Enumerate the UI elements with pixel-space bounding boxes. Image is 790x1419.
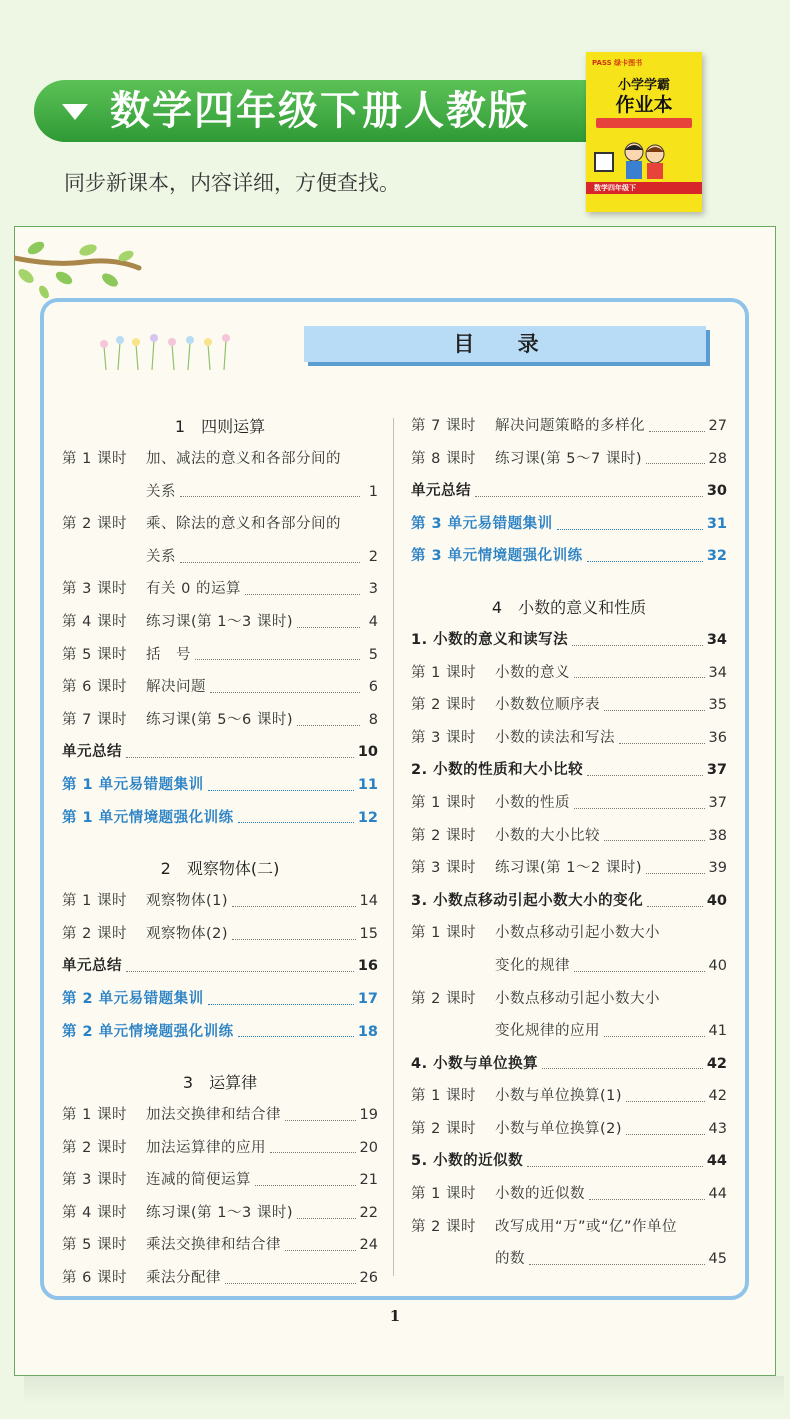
page-ref: 36 (708, 729, 727, 746)
cover-band (596, 118, 692, 128)
toc-entry[interactable] (411, 1113, 727, 1146)
page-ref: 3 (368, 581, 378, 598)
page-title: 数学四年级下册人教版 (110, 88, 530, 134)
dot-leader (574, 971, 705, 972)
entry-title: 小数的大小比较 (495, 827, 600, 844)
toc-header (304, 326, 706, 362)
entry-title: 练习课(第 5～7 课时) (495, 450, 642, 467)
dot-leader (626, 1101, 705, 1102)
entry-title: 加法交换律和结合律 (146, 1107, 281, 1124)
dot-leader (527, 1166, 703, 1167)
toc-entry[interactable] (411, 1211, 727, 1244)
card-shadow (24, 1376, 784, 1404)
entry-title: 第 2 单元易错题集训 (62, 990, 204, 1007)
page-ref: 39 (708, 860, 727, 877)
toc-entry[interactable] (62, 769, 378, 802)
entry-title: 乘、除法的意义和各部分间的 (146, 516, 341, 533)
page-subtitle: 同步新课本，内容详细，方便查找。 (64, 171, 400, 195)
dot-leader (649, 431, 705, 432)
toc-entry[interactable] (62, 1164, 378, 1197)
entry-title: 练习课(第 1～3 课时) (146, 613, 293, 630)
entry-title: 括 号 (146, 646, 191, 663)
entry-title: 2. 小数的性质和大小比较 (411, 762, 584, 779)
toc-entry[interactable] (411, 852, 727, 885)
page-ref: 35 (708, 697, 727, 714)
page-ref: 2 (368, 548, 378, 565)
toc-entry[interactable] (62, 606, 378, 639)
lesson-label: 第 7 课时 (62, 711, 127, 728)
page-ref: 12 (357, 809, 378, 826)
dot-leader (208, 1004, 354, 1005)
toc-entry[interactable] (62, 671, 378, 704)
qr-code-icon (594, 152, 614, 172)
toc-entry-continuation[interactable] (411, 1015, 727, 1048)
entry-title: 加法运算律的应用 (146, 1139, 266, 1156)
entry-title: 3. 小数点移动引起小数大小的变化 (411, 892, 644, 909)
lesson-label: 第 1 课时 (411, 664, 476, 681)
toc-entry[interactable] (62, 704, 378, 737)
lesson-label: 第 1 课时 (411, 1186, 476, 1203)
page-ref: 43 (708, 1120, 727, 1137)
page-ref: 21 (359, 1172, 378, 1189)
page-ref: 30 (706, 483, 727, 500)
entry-title-continuation: 变化规律的应用 (495, 1023, 600, 1040)
entry-title: 小数点移动引起小数大小 (495, 925, 660, 942)
toc-title: 目 录 (453, 332, 557, 356)
dot-leader (232, 939, 356, 940)
page-ref: 17 (357, 990, 378, 1007)
toc-left-column (62, 410, 378, 1295)
page-ref: 16 (357, 958, 378, 975)
toc-entry[interactable] (62, 639, 378, 672)
page-ref: 40 (708, 957, 727, 974)
toc-entry-continuation[interactable] (411, 950, 727, 983)
unit-heading: 3 运算律 (182, 1073, 258, 1093)
entry-title: 第 1 单元情境题强化训练 (62, 809, 234, 826)
entry-title: 第 1 单元易错题集训 (62, 776, 204, 793)
lesson-label: 第 1 课时 (411, 794, 476, 811)
lesson-label: 第 1 课时 (62, 893, 127, 910)
lesson-label: 第 2 课时 (411, 827, 476, 844)
toc-entry[interactable] (411, 410, 727, 443)
lesson-label: 第 1 课时 (411, 925, 476, 942)
dot-leader (647, 906, 703, 907)
page-ref: 10 (357, 744, 378, 761)
toc-entry[interactable] (62, 573, 378, 606)
page-number: 1 (389, 1307, 401, 1325)
dot-leader (572, 645, 703, 646)
dot-leader (646, 873, 705, 874)
lesson-label: 第 2 课时 (411, 990, 476, 1007)
lesson-label: 第 3 课时 (411, 729, 476, 746)
lesson-label: 第 1 课时 (62, 451, 127, 467)
toc-entry[interactable] (411, 624, 727, 657)
page-ref: 19 (359, 1107, 378, 1124)
dot-leader (285, 1120, 356, 1121)
entry-title: 第 2 单元情境题强化训练 (62, 1023, 234, 1040)
dot-leader (604, 1036, 705, 1037)
page-ref: 27 (708, 418, 727, 434)
dot-leader (297, 1218, 356, 1219)
toc-entry[interactable] (62, 950, 378, 983)
unit-heading: 4 小数的意义和性质 (491, 597, 647, 617)
dot-leader (270, 1152, 356, 1153)
lesson-label: 第 3 课时 (62, 581, 127, 598)
section-gap (62, 834, 378, 852)
entry-title: 单元总结 (62, 958, 122, 975)
unit-heading: 2 观察物体(二) (160, 859, 280, 879)
entry-title-continuation: 关系 (146, 483, 176, 500)
page-ref: 6 (368, 679, 378, 696)
toc-entry[interactable] (411, 657, 727, 690)
entry-title: 乘法交换律和结合律 (146, 1237, 281, 1254)
lesson-label: 第 2 课时 (411, 1120, 476, 1137)
toc-right-column (411, 410, 727, 1276)
dot-leader (587, 561, 703, 562)
toc-entry[interactable] (411, 722, 727, 755)
entry-title: 小数的近似数 (495, 1186, 585, 1203)
lesson-label: 第 2 课时 (62, 925, 127, 942)
lesson-label: 第 1 课时 (411, 1088, 476, 1105)
toc-entry[interactable] (62, 1099, 378, 1132)
toc-entry-continuation[interactable] (62, 541, 378, 574)
dot-leader (529, 1264, 705, 1265)
lesson-label: 第 1 课时 (62, 1107, 127, 1124)
page-ref: 22 (359, 1204, 378, 1221)
toc-entry[interactable] (62, 1016, 378, 1049)
toc-entry[interactable] (62, 443, 378, 476)
dot-leader (646, 463, 705, 464)
page-ref: 34 (708, 664, 727, 681)
toc-entry[interactable] (62, 508, 378, 541)
entry-title-continuation: 变化的规律 (495, 957, 570, 974)
dot-leader (589, 1199, 705, 1200)
dot-leader (574, 677, 705, 678)
lesson-label: 第 2 课时 (411, 1218, 476, 1235)
cartoon-kids-icon (618, 140, 670, 184)
toc-entry[interactable] (411, 917, 727, 950)
toc-entry[interactable] (62, 983, 378, 1016)
dot-leader (604, 840, 705, 841)
cover-title-line1: 小学学霸 (617, 78, 670, 93)
entry-title-continuation: 的数 (495, 1251, 525, 1268)
toc-entry[interactable] (411, 1178, 727, 1211)
lesson-label: 第 3 课时 (411, 860, 476, 877)
entry-title: 第 3 单元情境题强化训练 (411, 548, 583, 565)
page-ref: 45 (708, 1251, 727, 1268)
dot-leader (557, 529, 703, 530)
page-ref: 26 (359, 1270, 378, 1287)
dot-leader (626, 1134, 705, 1135)
toc-entry[interactable] (411, 443, 727, 476)
page-ref: 24 (359, 1237, 378, 1254)
page-ref: 40 (706, 892, 727, 909)
toc-entry[interactable] (62, 885, 378, 918)
toc-entry[interactable] (411, 787, 727, 820)
toc-entry[interactable] (411, 508, 727, 541)
entry-title: 练习课(第 5～6 课时) (146, 711, 293, 728)
toc-entry[interactable] (411, 1145, 727, 1178)
toc-entry[interactable] (411, 540, 727, 573)
toc-entry[interactable] (62, 1262, 378, 1295)
page-ref: 38 (708, 827, 727, 844)
dot-leader (210, 692, 360, 693)
page-ref: 4 (368, 613, 378, 630)
page-ref: 42 (706, 1055, 727, 1072)
entry-title: 第 3 单元易错题集训 (411, 515, 553, 532)
flowers-decoration-icon (96, 332, 244, 372)
dot-leader (238, 1036, 354, 1037)
unit-heading: 1 四则运算 (174, 417, 266, 436)
entry-title: 改写成用“万”或“亿”作单位 (495, 1218, 678, 1235)
page-ref: 44 (706, 1153, 727, 1170)
cover-brand: PASS 绿卡图书 (592, 59, 643, 67)
entry-title: 小数数位顺序表 (495, 697, 600, 714)
dot-leader (574, 808, 705, 809)
dot-leader (542, 1068, 703, 1069)
book-cover (586, 52, 702, 212)
dot-leader (255, 1185, 356, 1186)
toc-entry[interactable] (62, 802, 378, 835)
entry-title: 单元总结 (411, 483, 471, 500)
dot-leader (604, 710, 705, 711)
page-ref: 31 (706, 515, 727, 532)
toc-entry-continuation[interactable] (411, 1243, 727, 1276)
section-gap (411, 573, 727, 591)
entry-title: 有关 0 的运算 (146, 581, 241, 598)
dot-leader (180, 496, 360, 497)
entry-title: 观察物体(2) (146, 925, 229, 942)
page-ref: 37 (708, 794, 727, 811)
entry-title: 小数点移动引起小数大小 (495, 990, 660, 1007)
page-ref: 20 (359, 1139, 378, 1156)
page-ref: 34 (706, 631, 727, 648)
toc-entry[interactable] (62, 736, 378, 769)
dot-leader (619, 743, 705, 744)
dot-leader (297, 725, 360, 726)
toc-entry[interactable] (411, 1048, 727, 1081)
lesson-label: 第 6 课时 (62, 1270, 127, 1287)
entry-title: 4. 小数与单位换算 (411, 1055, 539, 1072)
entry-title: 解决问题 (146, 679, 206, 696)
dot-leader (180, 562, 360, 563)
entry-title-continuation: 关系 (146, 548, 176, 565)
tree-branch-icon (14, 236, 144, 302)
dot-leader (225, 1283, 356, 1284)
entry-title: 单元总结 (62, 744, 122, 761)
lesson-label: 第 2 课时 (411, 697, 476, 714)
toc-entry[interactable] (411, 475, 727, 508)
lesson-label: 第 3 课时 (62, 1172, 127, 1189)
page-ref: 28 (708, 450, 727, 467)
page-ref: 8 (368, 711, 378, 728)
toc-entry[interactable] (411, 820, 727, 853)
entry-title: 小数的意义 (495, 664, 570, 681)
dot-leader (285, 1250, 356, 1251)
toc-entry[interactable] (411, 689, 727, 722)
lesson-label: 第 4 课时 (62, 613, 127, 630)
toc-entry[interactable] (411, 1080, 727, 1113)
page-ref: 11 (357, 776, 378, 793)
entry-title: 加、减法的意义和各部分间的 (146, 451, 341, 467)
entry-title: 练习课(第 1～3 课时) (146, 1204, 293, 1221)
page-ref: 1 (368, 483, 378, 500)
page-ref: 44 (708, 1186, 727, 1203)
entry-title: 观察物体(1) (146, 893, 229, 910)
dot-leader (238, 822, 354, 823)
page-ref: 37 (706, 762, 727, 779)
toc-entry[interactable] (411, 885, 727, 918)
toc-entry[interactable] (411, 754, 727, 787)
page-ref: 32 (706, 548, 727, 565)
toc-entry[interactable] (62, 1132, 378, 1165)
entry-title: 练习课(第 1～2 课时) (495, 860, 642, 877)
toc-entry[interactable] (411, 983, 727, 1016)
dot-leader (232, 906, 356, 907)
page-ref: 15 (359, 925, 378, 942)
toc-entry[interactable] (62, 918, 378, 951)
lesson-label: 第 5 课时 (62, 1237, 127, 1254)
cover-title-line2: 作业本 (615, 94, 673, 116)
lesson-label: 第 4 课时 (62, 1204, 127, 1221)
toc-entry-continuation[interactable] (62, 476, 378, 509)
cover-grade-label: 数学四年级下 (594, 184, 636, 192)
dot-leader (126, 757, 354, 758)
entry-title: 小数的读法和写法 (495, 729, 615, 746)
lesson-label: 第 8 课时 (411, 450, 476, 467)
lesson-label: 第 2 课时 (62, 516, 127, 533)
dot-leader (475, 496, 703, 497)
entry-title: 乘法分配律 (146, 1270, 221, 1287)
section-gap (62, 1048, 378, 1066)
entry-title: 小数的性质 (495, 794, 570, 811)
lesson-label: 第 5 课时 (62, 646, 127, 663)
entry-title: 解决问题策略的多样化 (495, 418, 645, 434)
lesson-label: 第 6 课时 (62, 679, 127, 696)
lesson-label: 第 7 课时 (411, 418, 476, 434)
entry-title: 小数与单位换算(1) (495, 1088, 623, 1105)
dot-leader (208, 790, 354, 791)
entry-title: 5. 小数的近似数 (411, 1153, 524, 1170)
dot-leader (297, 627, 360, 628)
toc-entry[interactable] (62, 1197, 378, 1230)
triangle-down-icon (62, 104, 88, 120)
entry-title: 1. 小数的意义和读写法 (411, 631, 569, 648)
column-divider (393, 418, 394, 1276)
page-ref: 41 (708, 1023, 727, 1040)
page-ref: 5 (368, 646, 378, 663)
entry-title: 连减的简便运算 (146, 1172, 251, 1189)
dot-leader (195, 659, 360, 660)
dot-leader (587, 775, 703, 776)
page-ref: 14 (359, 893, 378, 910)
dot-leader (245, 594, 360, 595)
lesson-label: 第 2 课时 (62, 1139, 127, 1156)
toc-entry[interactable] (62, 1229, 378, 1262)
dot-leader (126, 971, 354, 972)
entry-title: 小数与单位换算(2) (495, 1120, 623, 1137)
page-ref: 42 (708, 1088, 727, 1105)
page-ref: 18 (357, 1023, 378, 1040)
